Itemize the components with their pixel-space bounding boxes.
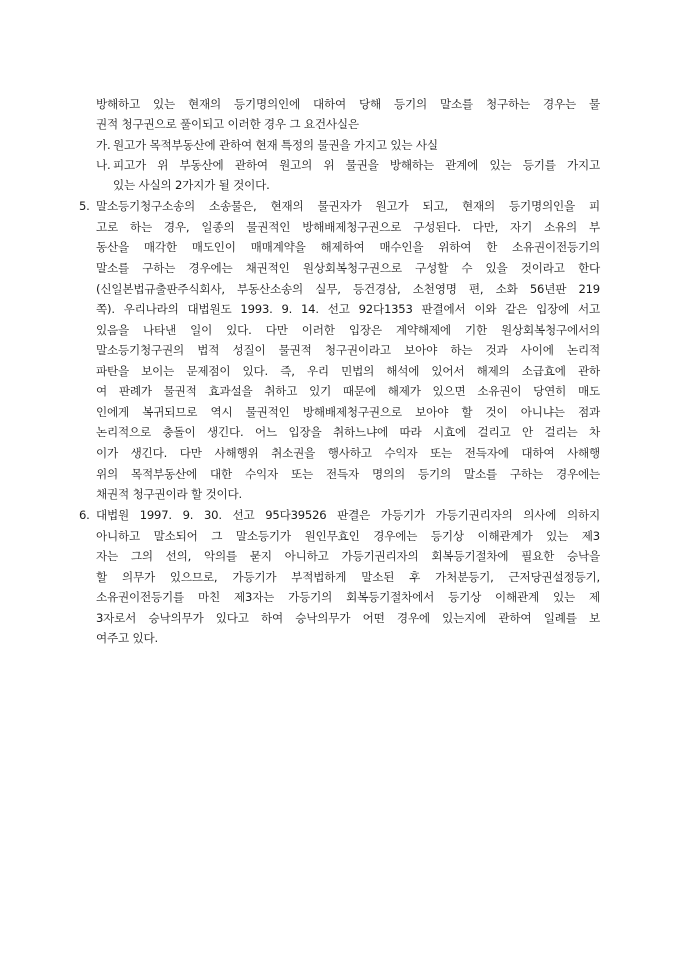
note-line: 아니하고 말소되어 그 말소등기가 원인무효인 경우에는 등기상 이해관계가 있는 제3 bbox=[96, 529, 600, 543]
sub-item-text: 원고가 목적부동산에 관하여 현재 특정의 물권을 가지고 있는 사실 bbox=[113, 138, 438, 152]
intro-line: 권적 청구권으로 풀이되고 이러한 경우 그 요건사실은 bbox=[96, 117, 359, 131]
sub-item-text: 있는 사실의 2가지가 될 것이다. bbox=[113, 178, 270, 192]
note-line: 말소등기청구권의 법적 성질이 물권적 청구권이라고 보아야 하는 것과 사이에 논리적 bbox=[96, 343, 600, 357]
note-line: 고로 하는 경우, 일종의 물권적인 방해배제청구권으로 구성된다. 다만, 자기 소유의 부 bbox=[96, 220, 600, 234]
sub-item-text: 피고가 위 부동산에 관하여 원고의 위 물권을 방해하는 관계에 있는 등기를 가지고 bbox=[113, 158, 600, 172]
note-line: (신일본법규출판주식회사, 부동산소송의 실무, 등건경삼, 소천영명 편, 소화 56년판 219 bbox=[96, 282, 600, 296]
note-line: 대법원 1997. 9. 30. 선고 95다39526 판결은 가등기가 가등기권리자의 의사에 의하지 bbox=[96, 508, 600, 522]
note-line: 3자로서 승낙의무가 있다고 하여 승낙의무가 어떤 경우에 있는지에 관하여 일례를 보 bbox=[96, 611, 600, 625]
note-line: 소유권이전등기를 마친 제3자는 가등기의 회복등기절차에서 등기상 이해관계 있는 제 bbox=[96, 590, 600, 604]
note-line: 동산을 매각한 매도인이 매매계약을 해제하여 매수인을 위하여 한 소유권이전등기의 bbox=[96, 240, 600, 254]
note-line: 말소를 구하는 경우에는 채권적인 원상회복청구권으로 구성할 수 있을 것이라고 한다 bbox=[96, 261, 600, 275]
intro-line: 방해하고 있는 현재의 등기명의인에 대하여 당해 등기의 말소를 청구하는 경우는 물 bbox=[96, 97, 600, 111]
note-line: 자는 그의 선의, 악의를 묻지 아니하고 가등기권리자의 회복등기절차에 필요한 승낙을 bbox=[96, 549, 600, 563]
note-line: 채권적 청구권이라 할 것이다. bbox=[96, 487, 242, 501]
note-line: 이가 생긴다. 다만 사해행위 취소권을 행사하고 수익자 또는 전득자에 대하여 사해행 bbox=[96, 446, 600, 460]
note-line: 위의 목적부동산에 대한 수익자 또는 전득자 명의의 등기의 말소를 구하는 경우에는 bbox=[96, 467, 600, 481]
note-line: 할 의무가 있으므로, 가등기가 부적법하게 말소된 후 가처분등기, 근저당권설정등기, bbox=[96, 570, 600, 584]
note-line: 파탄을 보이는 문제점이 있다. 즉, 우리 민법의 해석에 있어서 해제의 소급효에 관하 bbox=[96, 364, 600, 378]
note-line: 쪽). 우리나라의 대법원도 1993. 9. 14. 선고 92다1353 판결에서 이와 같은 입장에 서고 bbox=[96, 302, 600, 316]
note-line: 여주고 있다. bbox=[96, 631, 158, 645]
sub-item-marker: 나. bbox=[96, 158, 111, 172]
sub-item-marker: 가. bbox=[96, 138, 111, 152]
note-line: 있음을 나타낸 일이 있다. 다만 이러한 입장은 계약해제에 기한 원상회복청구에서의 bbox=[96, 323, 600, 337]
note-line: 여 판례가 물권적 효과설을 취하고 있기 때문에 해제가 있으면 소유권이 당연히 매도 bbox=[96, 384, 600, 398]
note-line: 인에게 복귀되므로 역시 물권적인 방해배제청구권으로 보아야 할 것이 아니냐는 점과 bbox=[96, 405, 600, 419]
note-number: 6. bbox=[79, 508, 90, 522]
note-line: 말소등기청구소송의 소송물은, 현재의 물권자가 원고가 되고, 현재의 등기명의인을 피 bbox=[96, 199, 600, 213]
note-number: 5. bbox=[79, 199, 90, 213]
note-line: 논리적으로 충돌이 생긴다. 어느 입장을 취하느냐에 따라 시효에 걸리고 안 걸리는 차 bbox=[96, 425, 600, 439]
